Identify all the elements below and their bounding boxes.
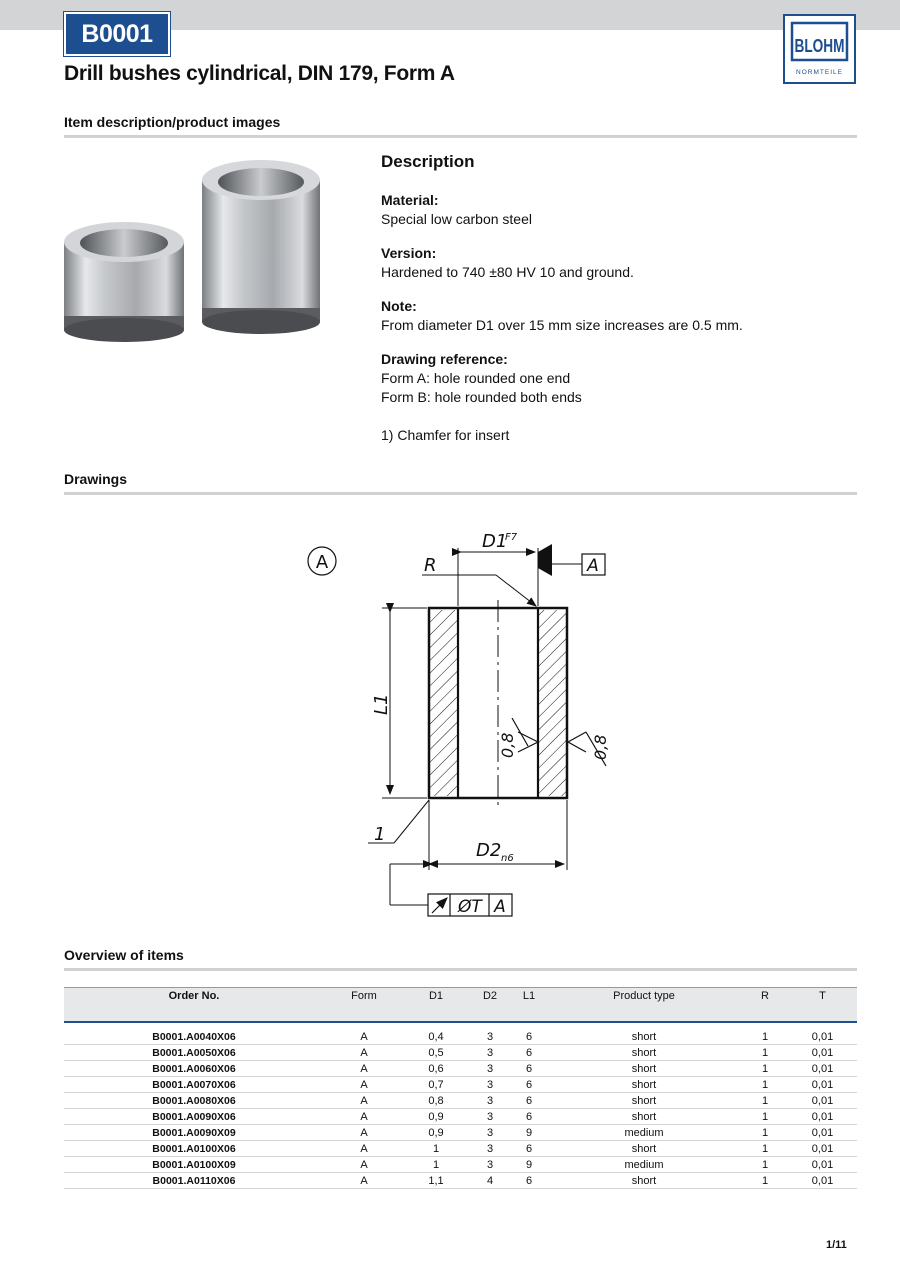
- table-cell: short: [546, 1109, 742, 1125]
- table-cell: B0001.A0100X09: [64, 1157, 324, 1173]
- table-cell: 1: [742, 1029, 788, 1045]
- runout-datum: A: [494, 897, 506, 917]
- column-header-d2: D2: [468, 988, 512, 1023]
- table-cell: 0,01: [788, 1125, 857, 1141]
- table-cell: 1: [742, 1077, 788, 1093]
- table-cell: 1: [742, 1109, 788, 1125]
- table-cell: 3: [468, 1061, 512, 1077]
- product-image: [62, 150, 342, 355]
- table-cell: B0001.A0090X09: [64, 1125, 324, 1141]
- technical-drawing: [290, 520, 630, 925]
- radius-label: R: [424, 555, 437, 576]
- table-cell: 1: [742, 1141, 788, 1157]
- table-header-row: [64, 988, 857, 1023]
- datum-label: A: [587, 556, 599, 576]
- table-row: [64, 1029, 857, 1045]
- table-cell: 0,01: [788, 1093, 857, 1109]
- table-cell: 0,6: [404, 1061, 468, 1077]
- table-cell: A: [324, 1125, 404, 1141]
- table-cell: 3: [468, 1157, 512, 1173]
- table-cell: 3: [468, 1045, 512, 1061]
- version-value: Hardened to 740 ±80 HV 10 and ground.: [381, 264, 634, 280]
- table-cell: 0,01: [788, 1061, 857, 1077]
- table-cell: 0,01: [788, 1029, 857, 1045]
- l1-label: L1: [371, 693, 392, 715]
- note-value: From diameter D1 over 15 mm size increases are 0.5 mm.: [381, 317, 743, 333]
- table-cell: 0,01: [788, 1157, 857, 1173]
- table-row: [64, 1141, 857, 1157]
- table-cell: A: [324, 1045, 404, 1061]
- table-cell: A: [324, 1141, 404, 1157]
- table-row: [64, 1077, 857, 1093]
- table-cell: 0,8: [404, 1093, 468, 1109]
- table-cell: 1: [742, 1093, 788, 1109]
- table-cell: 3: [468, 1077, 512, 1093]
- table-cell: B0001.A0090X06: [64, 1109, 324, 1125]
- table-cell: 6: [512, 1061, 546, 1077]
- column-header-order-no: Order No.: [64, 988, 324, 1023]
- table-row: [64, 1045, 857, 1061]
- table-cell: 0,01: [788, 1077, 857, 1093]
- table-cell: A: [324, 1173, 404, 1189]
- section-heading-overview: Overview of items: [64, 947, 184, 963]
- table-cell: 1: [742, 1157, 788, 1173]
- table-cell: 3: [468, 1125, 512, 1141]
- table-cell: A: [324, 1061, 404, 1077]
- table-cell: A: [324, 1157, 404, 1173]
- table-cell: B0001.A0080X06: [64, 1093, 324, 1109]
- section-divider: [64, 492, 857, 495]
- table-cell: 3: [468, 1029, 512, 1045]
- footnote-chamfer: 1) Chamfer for insert: [381, 427, 510, 443]
- table-cell: B0001.A0050X06: [64, 1045, 324, 1061]
- table-cell: 1: [404, 1141, 468, 1157]
- table-row: [64, 1093, 857, 1109]
- table-cell: short: [546, 1077, 742, 1093]
- table-cell: medium: [546, 1125, 742, 1141]
- column-header-l1: L1: [512, 988, 546, 1023]
- table-cell: 6: [512, 1109, 546, 1125]
- table-cell: 6: [512, 1093, 546, 1109]
- material-value: Special low carbon steel: [381, 211, 532, 227]
- table-cell: 1: [742, 1061, 788, 1077]
- d2-label: D2: [476, 840, 502, 861]
- table-cell: 6: [512, 1173, 546, 1189]
- chamfer-note: 1: [374, 824, 386, 845]
- section-divider: [64, 968, 857, 971]
- drawing-reference-label: Drawing reference:: [381, 351, 508, 367]
- table-cell: short: [546, 1045, 742, 1061]
- table-cell: 6: [512, 1029, 546, 1045]
- section-heading-description: Item description/product images: [64, 114, 281, 130]
- table-cell: 0,4: [404, 1029, 468, 1045]
- table-cell: short: [546, 1093, 742, 1109]
- brand-logo: [783, 14, 856, 84]
- table-cell: 6: [512, 1077, 546, 1093]
- description-panel: [381, 152, 851, 460]
- table-cell: short: [546, 1141, 742, 1157]
- table-cell: B0001.A0100X06: [64, 1141, 324, 1157]
- table-cell: B0001.A0070X06: [64, 1077, 324, 1093]
- table-cell: A: [324, 1077, 404, 1093]
- table-cell: 0,7: [404, 1077, 468, 1093]
- table-cell: 1: [404, 1157, 468, 1173]
- table-row: [64, 1109, 857, 1125]
- column-header-form: Form: [324, 988, 404, 1023]
- table-cell: 6: [512, 1045, 546, 1061]
- table-cell: B0001.A0040X06: [64, 1029, 324, 1045]
- table-cell: medium: [546, 1157, 742, 1173]
- table-cell: short: [546, 1061, 742, 1077]
- material-label: Material:: [381, 192, 439, 208]
- logo-wordmark: BLOHM: [794, 36, 845, 56]
- section-divider: [64, 135, 857, 138]
- table-row: [64, 1125, 857, 1141]
- table-cell: B0001.A0060X06: [64, 1061, 324, 1077]
- table-cell: 0,01: [788, 1173, 857, 1189]
- table-cell: 3: [468, 1093, 512, 1109]
- table-row: [64, 1173, 857, 1189]
- table-row: [64, 1061, 857, 1077]
- section-heading-drawings: Drawings: [64, 471, 128, 487]
- table-cell: 4: [468, 1173, 512, 1189]
- version-label: Version:: [381, 245, 437, 261]
- table-cell: 1: [742, 1125, 788, 1141]
- page-number: 1/11: [826, 1239, 847, 1251]
- logo-subtitle: NORMTEILE: [796, 69, 843, 76]
- table-cell: A: [324, 1093, 404, 1109]
- d1-tolerance: F7: [505, 532, 518, 543]
- table-cell: short: [546, 1029, 742, 1045]
- table-cell: 0,9: [404, 1109, 468, 1125]
- table-cell: A: [324, 1109, 404, 1125]
- column-header-d1: D1: [404, 988, 468, 1023]
- table-cell: B0001.A0110X06: [64, 1173, 324, 1189]
- page-title: Drill bushes cylindrical, DIN 179, Form A: [64, 62, 455, 85]
- description-heading: Description: [381, 152, 475, 171]
- table-cell: 0,01: [788, 1109, 857, 1125]
- column-header-product-type: Product type: [546, 988, 742, 1023]
- d1-label: D1: [482, 531, 508, 552]
- table-cell: 0,01: [788, 1141, 857, 1157]
- table-cell: 3: [468, 1109, 512, 1125]
- table-cell: 0,5: [404, 1045, 468, 1061]
- drawing-reference-form-a: Form A: hole rounded one end: [381, 370, 571, 386]
- article-code-badge: B0001: [64, 12, 170, 56]
- drawing-reference-form-b: Form B: hole rounded both ends: [381, 389, 582, 405]
- column-header-t: T: [788, 988, 857, 1023]
- note-label: Note:: [381, 298, 417, 314]
- table-cell: 6: [512, 1141, 546, 1157]
- table-cell: 9: [512, 1125, 546, 1141]
- table-cell: 3: [468, 1141, 512, 1157]
- d2-tolerance: n6: [501, 853, 514, 864]
- surface-finish-outer: 0,8: [591, 734, 610, 760]
- surface-finish-inner: 0,8: [498, 732, 517, 758]
- table-cell: 1: [742, 1173, 788, 1189]
- table-cell: 0,9: [404, 1125, 468, 1141]
- view-label: A: [315, 552, 329, 573]
- runout-tolerance: ØT: [458, 897, 482, 917]
- table-cell: 1: [742, 1045, 788, 1061]
- table-cell: 1,1: [404, 1173, 468, 1189]
- table-cell: A: [324, 1029, 404, 1045]
- table-cell: 0,01: [788, 1045, 857, 1061]
- table-row: [64, 1157, 857, 1173]
- items-table: [64, 987, 857, 1189]
- column-header-r: R: [742, 988, 788, 1023]
- table-cell: short: [546, 1173, 742, 1189]
- table-cell: 9: [512, 1157, 546, 1173]
